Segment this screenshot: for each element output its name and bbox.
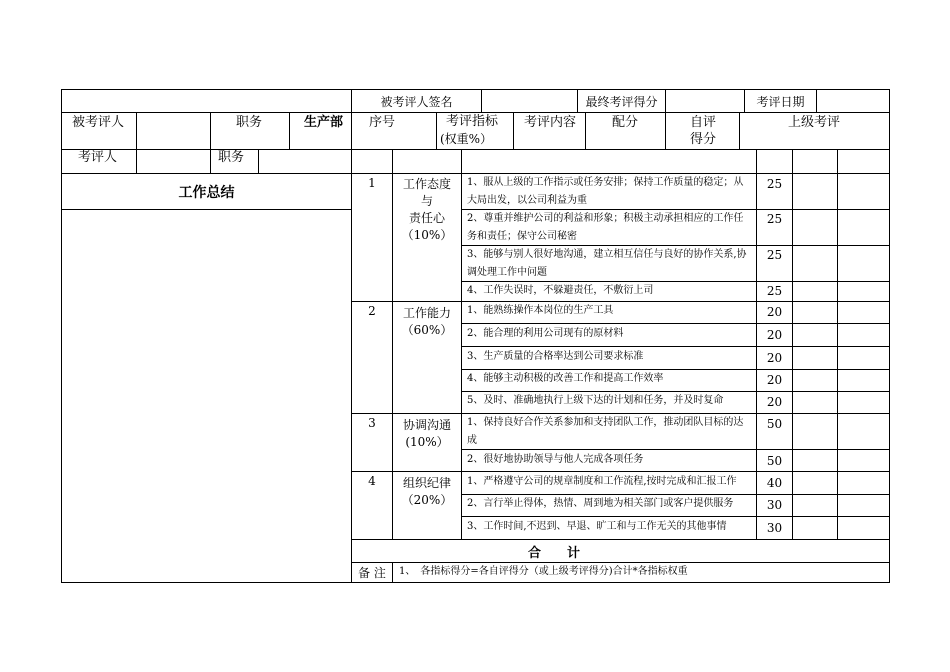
criterion-score: 25 xyxy=(766,212,783,226)
summary-label: 工作总结 xyxy=(178,184,235,201)
border-right xyxy=(889,89,890,583)
criterion-text: 4、工作失误时，不躲避责任，不敷衍上司 xyxy=(467,285,654,296)
criterion-score: 40 xyxy=(766,476,783,490)
remark-label: 备 注 xyxy=(358,566,386,580)
criterion-score: 50 xyxy=(766,417,783,431)
category-no: 2 xyxy=(368,304,376,318)
criterion-score: 20 xyxy=(766,373,783,387)
criterion-score: 30 xyxy=(766,521,783,535)
criterion-score: 20 xyxy=(766,351,783,365)
gridline-h xyxy=(351,562,890,563)
criterion-score: 25 xyxy=(766,177,783,191)
gridline-h xyxy=(351,471,890,472)
category-name: 组织纪律 （20%） xyxy=(401,476,453,507)
gridline-v xyxy=(739,112,740,150)
criterion-text: 1、保持良好合作关系参加和支持团队工作，推动团队目标的达成 xyxy=(467,417,744,446)
gridline-v xyxy=(585,112,586,150)
column-header-indicator-weight: (权重%） xyxy=(440,132,493,146)
department-value: 生产部 xyxy=(304,115,344,130)
criterion-text: 2、很好地协助领导与他人完成各项任务 xyxy=(467,454,644,465)
gridline-v xyxy=(837,149,838,540)
criterion-text: 5、及时、准确地执行上级下达的计划和任务，并及时复命 xyxy=(467,395,724,406)
category-no: 4 xyxy=(368,474,376,488)
column-header-indicator: 考评指标 xyxy=(446,114,499,129)
date-field[interactable] xyxy=(817,90,889,112)
gridline-v xyxy=(210,112,211,174)
criterion-text: 2、尊重并维护公司的利益和形象；积极主动承担相应的工作任务和责任；保守公司秘密 xyxy=(467,213,744,242)
criterion-score: 25 xyxy=(766,284,783,298)
signature-field[interactable] xyxy=(482,90,577,112)
final-score-label: 最终考评得分 xyxy=(585,94,658,109)
gridline-v xyxy=(792,149,793,540)
category-no: 1 xyxy=(368,176,376,190)
category-no: 3 xyxy=(368,416,376,430)
criterion-score: 30 xyxy=(766,498,783,512)
criterion-text: 2、言行举止得体，热情、周到地为相关部门或客户提供服务 xyxy=(467,498,734,509)
category-name: 协调沟通 (10%） xyxy=(402,418,451,449)
criterion-score: 20 xyxy=(766,328,783,342)
evaluator-label: 考评人 xyxy=(78,150,118,165)
evaluator-position-field[interactable] xyxy=(259,150,351,173)
gridline-h xyxy=(461,346,890,347)
criterion-score: 20 xyxy=(766,305,783,319)
column-header-content: 考评内容 xyxy=(524,115,577,130)
evaluator-field[interactable] xyxy=(137,150,210,173)
summary-textarea[interactable] xyxy=(62,210,351,582)
gridline-v xyxy=(513,112,514,150)
gridline-v xyxy=(665,112,666,150)
border-bottom xyxy=(61,582,890,583)
category-name: 工作能力 （60%） xyxy=(401,306,453,337)
criterion-text: 1、严格遵守公司的规章制度和工作流程,按时完成和汇报工作 xyxy=(467,476,737,487)
signature-label: 被考评人签名 xyxy=(380,94,453,109)
criterion-score: 50 xyxy=(766,454,783,468)
position-label: 职务 xyxy=(218,150,245,165)
criterion-text: 3、生产质量的合格率达到公司要求标准 xyxy=(467,351,644,362)
remark-text: 1、 各指标得分=各自评得分（或上级考评得分)合计*各指标权重 xyxy=(399,566,688,577)
evaluatee-field[interactable] xyxy=(137,113,210,149)
column-header-weight: 配分 xyxy=(612,115,639,130)
column-header-self-score-2: 得分 xyxy=(690,132,717,147)
total-label: 合 计 xyxy=(527,545,580,561)
gridline-h xyxy=(461,516,890,517)
gridline-v xyxy=(436,112,437,150)
criterion-score: 25 xyxy=(766,248,783,262)
gridline-v xyxy=(289,112,290,150)
date-label: 考评日期 xyxy=(756,94,805,109)
column-header-superior: 上级考评 xyxy=(788,115,841,130)
criterion-text: 3、工作时间,不迟到、早退、旷工和与工作无关的其他事情 xyxy=(467,521,727,532)
criterion-text: 2、能合理的利用公司现有的原材料 xyxy=(467,328,624,339)
criterion-text: 1、能熟练操作本岗位的生产工具 xyxy=(467,305,614,316)
gridline-h xyxy=(461,323,890,324)
criterion-score: 20 xyxy=(766,395,783,409)
gridline-v xyxy=(461,149,462,540)
column-header-self-score: 自评 xyxy=(690,115,717,130)
column-header-no: 序号 xyxy=(369,115,396,130)
position-label: 职务 xyxy=(236,115,263,130)
gridline-v xyxy=(392,562,393,583)
final-score-field[interactable] xyxy=(666,90,744,112)
criterion-text: 4、能够主动积极的改善工作和提高工作效率 xyxy=(467,373,664,384)
category-name: 工作态度 与 责任心 （10%） xyxy=(401,177,453,242)
evaluatee-label: 被考评人 xyxy=(72,115,125,130)
criterion-text: 1、服从上级的工作指示或任务安排；保持工作质量的稳定；从大局出发，以公司利益为重 xyxy=(467,177,744,206)
criterion-text: 3、能够与别人很好地沟通，建立相互信任与良好的协作关系,协调处理工作中问题 xyxy=(467,249,747,278)
